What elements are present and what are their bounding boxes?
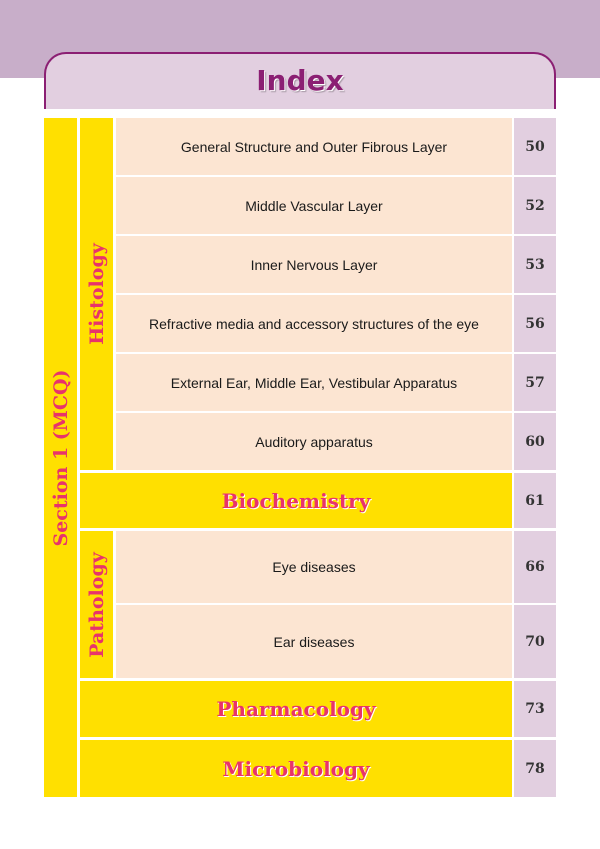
subject-page: 61 <box>514 473 556 528</box>
pathology-label: Pathology <box>85 551 108 658</box>
index-entry-title[interactable]: External Ear, Middle Ear, Vestibular Apparatus <box>116 354 512 412</box>
pathology-label-bar <box>80 531 113 678</box>
index-entry-title[interactable]: Refractive media and accessory structures of the eye <box>116 295 512 353</box>
index-entry-page: 57 <box>514 354 556 412</box>
index-entry-page: 56 <box>514 295 556 353</box>
section-label-bar <box>44 118 77 797</box>
index-entry-title[interactable]: Middle Vascular Layer <box>116 177 512 235</box>
subject-pharmacology[interactable]: Pharmacology <box>80 681 512 737</box>
index-entry-page: 50 <box>514 118 556 176</box>
subject-biochemistry[interactable]: Biochemistry <box>80 473 512 528</box>
index-entry-page: 66 <box>514 531 556 604</box>
histology-label: Histology <box>85 243 108 345</box>
index-entry-page: 70 <box>514 605 556 678</box>
index-entry-page: 53 <box>514 236 556 294</box>
index-entry-title[interactable]: General Structure and Outer Fibrous Layer <box>116 118 512 176</box>
index-entry-title[interactable]: Inner Nervous Layer <box>116 236 512 294</box>
index-entry-title[interactable]: Eye diseases <box>116 531 512 604</box>
index-entry-title[interactable]: Auditory apparatus <box>116 413 512 470</box>
subject-microbiology[interactable]: Microbiology <box>80 740 512 797</box>
index-entry-page: 60 <box>514 413 556 470</box>
histology-label-bar <box>80 118 113 470</box>
subject-page: 73 <box>514 681 556 737</box>
page-title: Index <box>256 64 344 97</box>
subject-page: 78 <box>514 740 556 797</box>
section-label: Section 1 (MCQ) <box>49 369 72 546</box>
index-entry-page: 52 <box>514 177 556 235</box>
index-entry-title[interactable]: Ear diseases <box>116 605 512 678</box>
